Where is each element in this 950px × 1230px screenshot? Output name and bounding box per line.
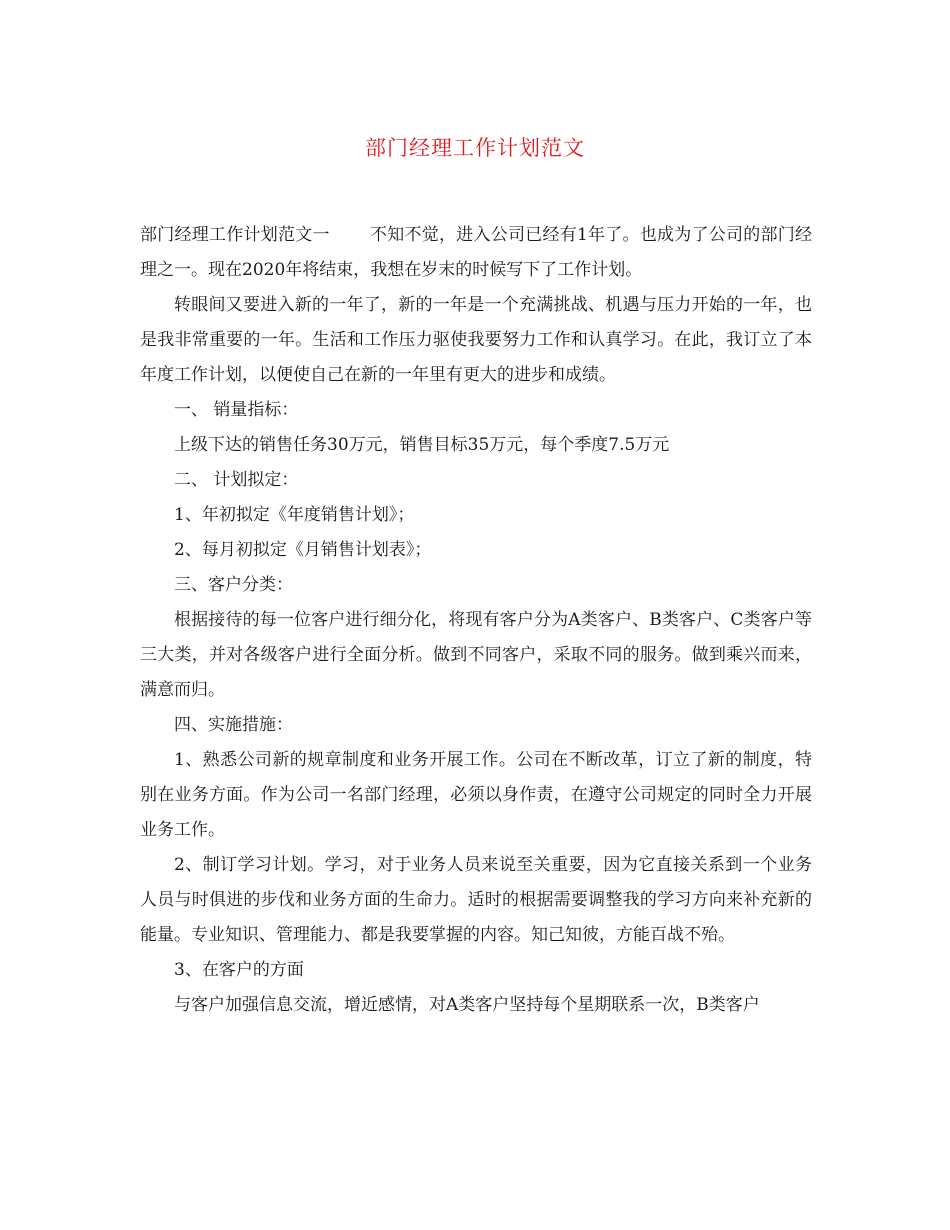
section-heading-plan: 二、 计划拟定： — [174, 470, 299, 490]
list-item: 2、制订学习计划。学习，对于业务人员来说至关重要，因为它直接关系到一个业务人员与时俱进的步伐和业务方面的生命力。适时的根据需要调整我的学习方向来补充新的能量。专业知识、管理能力、都是我要掌握的内容。知己知彼，方能百战不殆。 — [140, 855, 812, 945]
list-item: 2、每月初拟定《月销售计划表》； — [174, 540, 432, 560]
section-heading-customer-classification: 三、客户分类： — [174, 575, 293, 595]
intro-paragraph — [140, 218, 812, 288]
document-body — [140, 218, 812, 1023]
paragraph: 根据接待的每一位客户进行细分化，将现有客户分为A类客户、B类客户、C类客户等三大类，并对各级客户进行全面分析。做到不同客户，采取不同的服务。做到乘兴而来，满意而归。 — [140, 610, 812, 700]
paragraph: 上级下达的销售任务30万元，销售目标35万元，每个季度7.5万元 — [174, 435, 670, 455]
list-item: 3、在客户的方面 — [174, 960, 304, 980]
list-item: 1、熟悉公司新的规章制度和业务开展工作。公司在不断改革，订立了新的制度，特别在业务方面。作为公司一名部门经理，必须以身作责，在遵守公司规定的同时全力开展业务工作。 — [140, 750, 812, 840]
section-heading-sales-target: 一、 销量指标： — [174, 400, 299, 420]
list-item: 1、年初拟定《年度销售计划》； — [174, 505, 415, 525]
document-title: 部门经理工作计划范文 — [365, 136, 585, 160]
intro-text: 不知不觉，进入公司已经有1年了。也成为了公司的部门经理之一。现在2020年将结束，我想在岁末的时候写下了工作计划。 — [140, 225, 812, 280]
section-heading-measures: 四、实施措施： — [174, 715, 293, 735]
paragraph: 转眼间又要进入新的一年了，新的一年是一个充满挑战、机遇与压力开始的一年，也是我非常重要的一年。生活和工作压力驱使我要努力工作和认真学习。在此，我订立了本年度工作计划，以便使自己在新的一年里有更大的进步和成绩。 — [140, 295, 812, 385]
intro-heading: 部门经理工作计划范文一 — [140, 225, 330, 245]
paragraph: 与客户加强信息交流，增近感情，对A类客户坚持每个星期联系一次，B类客户 — [174, 995, 760, 1015]
